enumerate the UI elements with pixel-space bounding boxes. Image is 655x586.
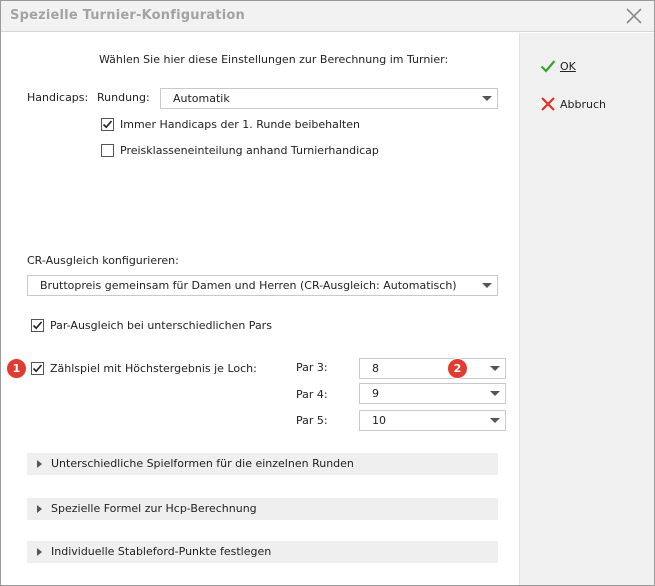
rundung-value: Automatik: [173, 92, 230, 105]
par4-label: Par 4:: [296, 388, 328, 401]
x-icon: [540, 96, 556, 115]
chevron-down-icon[interactable]: [477, 89, 497, 108]
rundung-select[interactable]: [160, 88, 498, 109]
chevron-down-icon[interactable]: [485, 411, 505, 430]
expand-arrow-icon: [37, 505, 42, 513]
close-icon[interactable]: [624, 6, 644, 26]
title-bar: [1, 1, 654, 32]
checkmark-icon: [540, 58, 556, 77]
expand-arrow-icon: [37, 548, 42, 556]
preisklassen-label: Preisklasseneinteilung anhand Turnierhandicap: [120, 144, 379, 157]
par3-label: Par 3:: [296, 361, 328, 374]
par-ausgleich-label: Par-Ausgleich bei unterschiedlichen Pars: [50, 319, 272, 332]
par4-select[interactable]: [359, 383, 506, 404]
expand-arrow-icon: [37, 460, 42, 468]
section-label: Spezielle Formel zur Hcp-Berechnung: [51, 502, 257, 515]
cr-select[interactable]: [27, 275, 498, 296]
section-label: Individuelle Stableford-Punkte festlegen: [51, 545, 272, 558]
par5-select[interactable]: [359, 410, 506, 431]
callout-badge-2: 2: [447, 358, 468, 379]
par3-value: 8: [372, 362, 379, 375]
zaehlspiel-label: Zählspiel mit Höchstergebnis je Loch:: [50, 362, 257, 375]
par-ausgleich-checkbox[interactable]: [31, 319, 44, 332]
cr-label: CR-Ausgleich konfigurieren:: [27, 254, 179, 267]
chevron-down-icon[interactable]: [485, 359, 505, 378]
section-spielformen[interactable]: [27, 453, 498, 475]
section-hcp-formel[interactable]: [27, 498, 498, 520]
intro-text: Wählen Sie hier diese Einstellungen zur Berechnung im Turnier:: [99, 53, 449, 66]
par5-value: 10: [372, 414, 386, 427]
chevron-down-icon[interactable]: [485, 384, 505, 403]
settings-panel: [1, 33, 519, 585]
cr-value: Bruttopreis gemeinsam für Damen und Herren (CR-Ausgleich: Automatisch): [40, 279, 457, 292]
chevron-down-icon[interactable]: [477, 276, 497, 295]
rundung-label: Rundung:: [97, 91, 150, 104]
window-title: Spezielle Turnier-Konfiguration: [10, 8, 245, 23]
button-sidebar: [519, 33, 654, 585]
preisklassen-checkbox[interactable]: [101, 144, 114, 157]
handicaps-label: Handicaps:: [27, 91, 89, 104]
zaehlspiel-checkbox[interactable]: [31, 362, 44, 375]
par3-select[interactable]: [359, 358, 506, 379]
section-stableford[interactable]: [27, 541, 498, 563]
callout-badge-1: 1: [6, 358, 27, 379]
par5-label: Par 5:: [296, 414, 328, 427]
keep-hcp-checkbox[interactable]: [101, 118, 114, 131]
ok-label: OK: [560, 60, 576, 73]
cancel-label: Abbruch: [560, 98, 607, 111]
par4-value: 9: [372, 387, 379, 400]
section-label: Unterschiedliche Spielformen für die einzelnen Runden: [51, 457, 354, 470]
keep-hcp-label: Immer Handicaps der 1. Runde beibehalten: [120, 118, 360, 131]
